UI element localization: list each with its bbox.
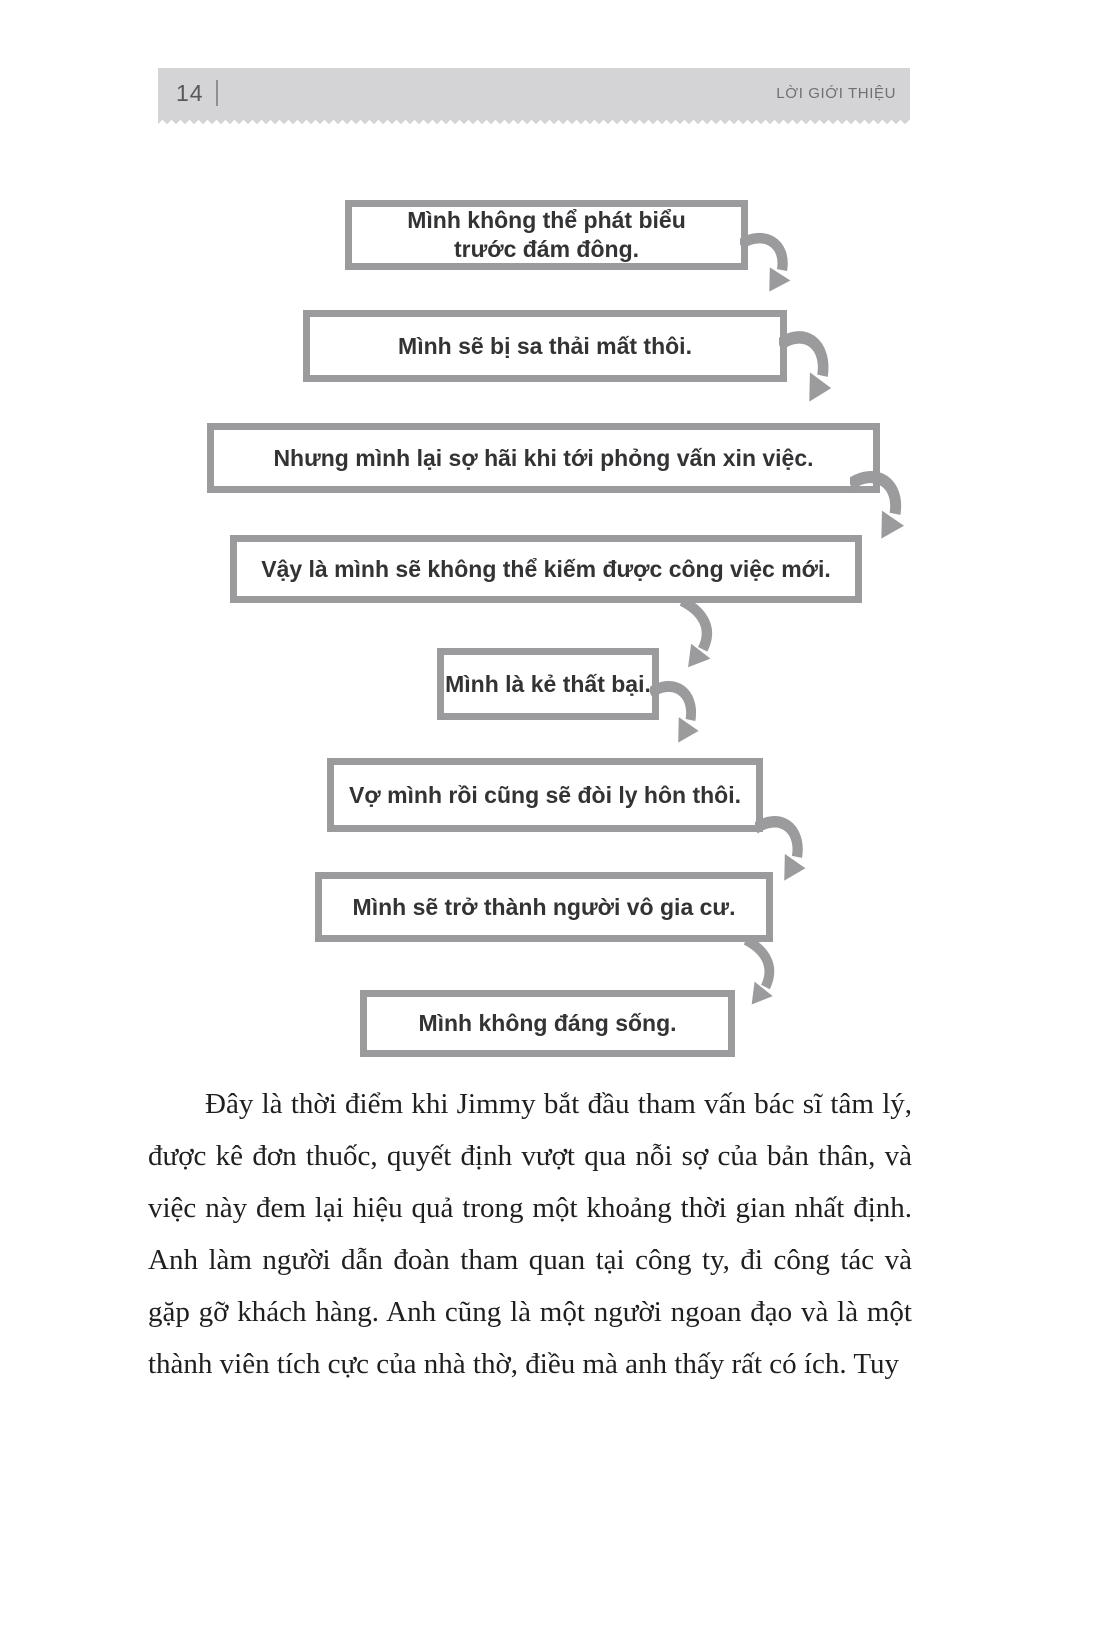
thought-box-8-label: Mình không đáng sống. — [418, 1010, 677, 1037]
thought-box-6-label: Vợ mình rồi cũng sẽ đòi ly hôn thôi. — [348, 781, 742, 808]
curved-arrow-icon — [740, 232, 796, 312]
curved-arrow-icon — [779, 330, 837, 426]
thought-box-1-label: Mình không thể phát biểu trước đám đông. — [407, 207, 686, 262]
header-divider — [216, 80, 218, 106]
thought-box-7-label: Mình sẽ trở thành người vô gia cư. — [352, 893, 736, 920]
curved-arrow-icon — [650, 680, 704, 764]
thought-box-3-label: Nhưng mình lại sợ hãi khi tới phỏng vấn xin việc. — [273, 444, 814, 471]
thought-box-6 — [327, 758, 763, 832]
thought-box-4-label: Vậy là mình sẽ không thể kiếm được công việc mới. — [261, 555, 831, 582]
header-left — [176, 80, 218, 107]
thought-box-5-label: Mình là kẻ thất bại. — [445, 670, 651, 697]
thought-box-4 — [230, 535, 862, 603]
page-header — [158, 68, 910, 118]
running-head: LỜI GIỚI THIỆU — [776, 84, 896, 102]
thought-box-3 — [207, 423, 880, 493]
thought-box-2 — [303, 310, 787, 382]
thought-box-5 — [437, 648, 659, 720]
thought-box-2-label: Mình sẽ bị sa thải mất thôi. — [398, 332, 692, 359]
curved-arrow-icon — [730, 940, 792, 1016]
curved-arrow-icon — [665, 601, 731, 679]
body-paragraph: Đây là thời điểm khi Jimmy bắt đầu tham vấn bác sĩ tâm lý, được kê đơn thuốc, quyết định vượt qua nỗi sợ của bản thân, và việc này đem lại hiệu quả trong một khoảng thời gian nhất định. Anh làm người dẫn đoàn tham quan tại công ty, đi công tác và gặp gỡ khách hàng. Anh cũng là một người ngoan đạo và là một thành viên tích cực của nhà thờ, điều mà anh thấy rất có ích. Tuy — [148, 1088, 912, 1380]
page-number: 14 — [176, 79, 204, 106]
thought-box-1 — [345, 200, 748, 270]
thought-box-8 — [360, 990, 735, 1057]
thought-box-7 — [315, 872, 773, 942]
